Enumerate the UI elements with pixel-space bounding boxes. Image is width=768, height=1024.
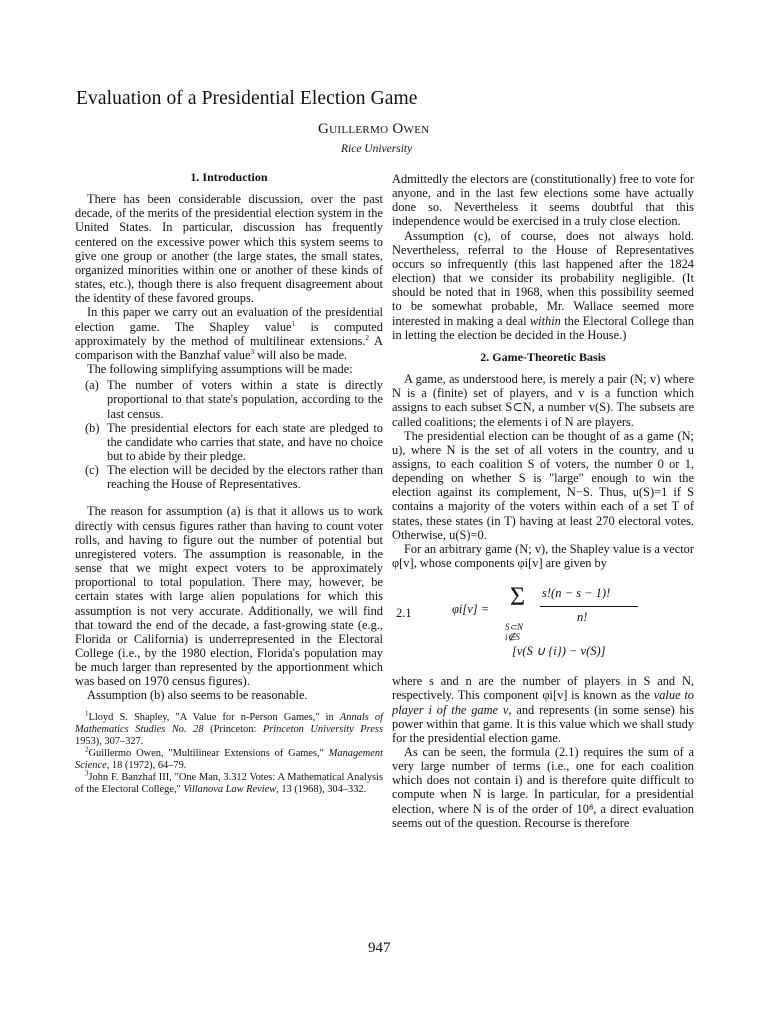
article-title: Evaluation of a Presidential Election Game [76,88,418,109]
footnote-ref: 2 [365,333,370,342]
paragraph-text: A comparison with the Banzhaf value [75,333,383,362]
emphasis: within [529,313,561,328]
paragraph-text: , and represents (in some sense) his power within that game. It is this value which we shall study for the presidential election game. [392,702,694,745]
paragraph [392,674,694,745]
footnote-text: , 18 (1972), 64–79. [106,759,187,771]
footnote [75,745,383,772]
footnote-text: Guillermo Owen, "Multilinear Extensions of Games," [88,747,329,759]
assumption-text: The presidential electors for each state are pledged to the candidate who carries that state, and have no choice but to abide by their pledge. [107,420,383,463]
section-heading-game-theoretic-basis: 2. Game-Theoretic Basis [480,349,606,364]
author-name: Guillermo Owen [318,121,430,137]
footnote [75,769,383,796]
footnote-italic: Villanova Law Review [183,783,277,795]
equation-2-1 [392,576,694,670]
paragraph: A game, as understood here, is merely a pair (N; v) where N is a (finite) set of players, and v is a function which assigns to each subset S⊂N, a number v(S). The subsets are called coalitions; the elements i of N are players. [392,372,694,429]
footnote-text: 1953), 307–327. [75,735,144,747]
assumption-item [85,421,383,463]
paragraph: Assumption (b) also seems to be reasonable. [87,688,308,703]
paragraph [75,305,383,362]
footnote-text: Lloyd S. Shapley, "A Value for n-Person Games," in [88,711,340,723]
paragraph: For an arbitrary game (N; v), the Shapley value is a vector φ[v], whose components φi[v] are given by [392,541,694,571]
assumption-item [85,463,383,491]
footnote-text: John F. Banzhaf III, "One Man, 3.312 Votes: A Mathematical Analysis of the Electoral College," [75,771,383,795]
footnote-text: (Princeton: [203,723,263,735]
footnote-mark: 3 [85,769,89,778]
summation-subscript [505,622,523,642]
paragraph: The reason for assumption (a) is that it allows us to work directly with census figures rather than having to count voter rolls, and having to figure out the number of potential but unregistered voters. The assumption is reasonable, in the sense that we might expect voters to be approximately proportional to total population. There may, however, be certain states with large alien populations for which this assumption is not very accurate. Additionally, we will find that toward the end of the decade, a fast-growing state (e.g., Florida or California) is underrepresented in the Electoral College (i.e., by the 1980 election, Florida's population may be much larger than represented by the apportionment which was based on 1970 census figures). [75,504,383,689]
section-heading-introduction: 1. Introduction [190,170,268,184]
equation-lhs: φi[v] = [452,602,490,617]
assumption-text: The number of voters within a state is directly proportional to that state's population, according to the last census. [107,378,383,421]
footnote-italic: Princeton University Press [262,723,383,735]
assumption-item [85,378,383,420]
paragraph-text: will also be made. [253,347,348,362]
author-affiliation: Rice University [341,143,413,155]
spacer [75,491,383,504]
paragraph: The presidential election can be thought of as a game (N; u), where N is the set of all voters in the country, and u assigns, to each coalition S of voters, the number 0 or 1, depending on whether S is "large" enough to win the election against its complement, N−S. Thus, u(S)=1 if S contains a majority of the voters within each of a set T of states, these states (in T) having at least 270 electoral votes. Otherwise, u(S)=0. [392,428,694,542]
left-column [75,170,383,796]
fraction-bar [540,606,638,607]
paragraph-text: the Electoral College than in letting the election be decided in the House.) [392,313,694,342]
footnote-ref: 3 [250,347,254,356]
footnotes [75,709,383,796]
page-number: 947 [368,940,391,956]
summation-symbol: Σ [510,582,526,612]
emphasis: value to player i of the game v [392,688,694,717]
paragraph: Admittedly the electors are (constitutionally) free to vote for anyone, and in the last few elections some have actually done so. Nevertheless it seems doubtful that this independence would be exercised in a truly close election. [392,172,694,229]
assumption-label: (c) [85,463,99,478]
footnote-ref: 1 [291,319,296,328]
fraction-numerator: s!(n − s − 1)! [542,586,611,601]
paragraph: As can be seen, the formula (2.1) requires the sum of a very large number of terms (i.e., one for each coalition which does not contain i) and is therefore quite difficult to compute when N is large. In particular, for a presidential election, where N is of the order of 10⁸, a direct evaluation seems out of the question. Recourse is therefore [392,745,694,830]
subscript-line: i∉S [505,632,520,643]
footnote-mark: 2 [85,745,89,754]
paragraph-text: In this paper we carry out an evaluation of the presidential election game. The Shapley value [75,305,383,334]
subscript-line: S⊂N [505,622,524,633]
paragraph [392,229,694,342]
marginal-contribution-term: [v(S ∪ {i}) − v(S)] [512,644,606,659]
assumption-text: The election will be decided by the electors rather than reaching the House of Representatives. [107,463,383,492]
paragraph-text: where s and n are the number of players in S and N, respectively. This component φi[v] is known as the [392,674,694,703]
paragraph-text: is computed approximately by the method of multilinear extensions. [75,319,383,348]
assumption-label: (b) [85,420,100,435]
assumption-list [85,378,383,491]
paragraph-text: Assumption (c), of course, does not always hold. Nevertheless, referral to the House of Representatives occurs so infrequently (this last happened after the 1824 election) that we consider its probability negligible. (It should be noted that in 1968, when this possibility seemed to be somewhat probable, Mr. Wallace seemed more interested in making a deal [392,228,694,328]
equation-number: 2.1 [396,606,412,621]
footnote [75,709,383,748]
paragraph: There has been considerable discussion, over the past decade, of the merits of the presidential election system in the United States. In particular, discussion has frequently centered on the excessive power which this system seems to give one group or another (the large states, the small states, organized minorities within one or another of these kinds of states, etc.), though there is also frequent disagreement about the identity of these favored groups. [75,192,383,306]
footnote-mark: 1 [85,709,89,718]
footnote-text: , 13 (1968), 304–332. [276,783,367,795]
paragraph: The following simplifying assumptions will be made: [87,362,353,377]
footnote-italic: Management Science [75,747,383,771]
fraction-denominator: n! [577,610,588,625]
assumption-label: (a) [85,378,99,393]
right-column [392,172,694,830]
footnote-italic: Annals of Mathematics Studies No. 28 [75,711,383,735]
